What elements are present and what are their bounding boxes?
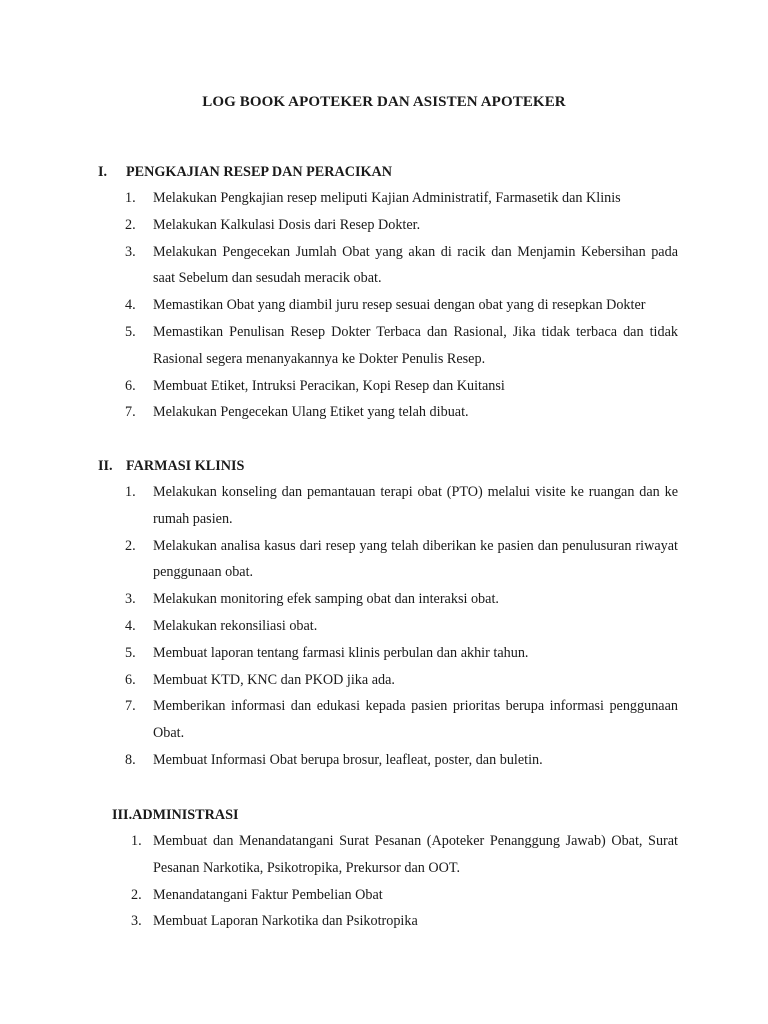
item-text: Melakukan analisa kasus dari resep yang telah diberikan ke pasien dan penulusuran riwayat penggunaan obat. (153, 537, 678, 581)
list-item (98, 319, 678, 373)
item-number: 1. (125, 484, 136, 500)
item-list (112, 828, 678, 935)
list-item (98, 640, 678, 667)
item-text: Membuat laporan tentang farmasi klinis perbulan dan akhir tahun. (153, 644, 529, 661)
item-list (98, 185, 678, 426)
list-item (98, 586, 678, 613)
list-item (98, 693, 678, 747)
section-pengkajian-resep (98, 159, 678, 426)
item-text: Menandatangani Faktur Pembelian Obat (153, 886, 383, 903)
item-number: 4. (125, 297, 136, 314)
list-item (112, 828, 678, 882)
item-number: 2. (131, 886, 142, 903)
section-number: I. (98, 164, 108, 180)
item-text: Melakukan monitoring efek samping obat dan interaksi obat. (153, 591, 499, 608)
item-number: 5. (125, 644, 136, 661)
list-item (98, 533, 678, 587)
item-number: 1. (131, 833, 142, 849)
list-item (98, 747, 678, 774)
item-text: Memastikan Penulisan Resep Dokter Terbaca dan Rasional, Jika tidak terbaca dan tidak Rasional segera menanyakannya ke Dokter Penulis Resep. (153, 323, 678, 367)
section-heading (112, 802, 678, 828)
item-text: Memastikan Obat yang diambil juru resep sesuai dengan obat yang di resepkan Dokter (153, 297, 646, 314)
item-number: 6. (125, 671, 136, 688)
item-number: 2. (125, 216, 136, 233)
item-number: 7. (125, 698, 136, 715)
item-text: Membuat Laporan Narkotika dan Psikotropika (153, 913, 418, 930)
item-text: Membuat KTD, KNC dan PKOD jika ada. (153, 671, 395, 688)
item-text: Membuat Informasi Obat berupa brosur, leafleat, poster, dan buletin. (153, 751, 543, 768)
list-item (98, 613, 678, 640)
item-text: Membuat dan Menandatangani Surat Pesanan (Apoteker Penanggung Jawab) Obat, Surat Pesanan Narkotika, Psikotropika, Prekursor dan OOT. (153, 833, 678, 876)
item-number: 5. (125, 323, 136, 340)
section-farmasi-klinis (98, 453, 678, 774)
item-text: Melakukan Pengecekan Ulang Etiket yang telah dibuat. (153, 404, 469, 421)
item-number: 4. (125, 617, 136, 634)
list-item (98, 185, 678, 212)
list-item (98, 292, 678, 319)
item-text: Memberikan informasi dan edukasi kepada pasien prioritas berupa informasi penggunaan Obat. (153, 698, 678, 742)
item-number: 1. (125, 190, 136, 206)
item-text: Melakukan Pengecekan Jumlah Obat yang akan di racik dan Menjamin Kebersihan pada saat Sebelum dan sesudah meracik obat. (153, 243, 678, 287)
section-title: PENGKAJIAN RESEP DAN PERACIKAN (126, 164, 393, 180)
list-item (112, 882, 678, 909)
list-item (98, 373, 678, 400)
page-title: LOG BOOK APOTEKER DAN ASISTEN APOTEKER (202, 94, 566, 110)
item-number: 2. (125, 537, 136, 554)
list-item (98, 212, 678, 239)
item-number: 6. (125, 377, 136, 394)
list-item (112, 908, 678, 935)
item-text: Melakukan konseling dan pemantauan terapi obat (PTO) melalui visite ke ruangan dan ke rumah pasien. (153, 484, 678, 527)
list-item (98, 667, 678, 694)
section-number: III. (112, 807, 133, 823)
item-number: 3. (131, 913, 142, 930)
section-heading (98, 159, 678, 185)
item-text: Melakukan rekonsiliasi obat. (153, 617, 318, 634)
item-number: 3. (125, 243, 136, 260)
item-number: 7. (125, 404, 136, 421)
list-item (98, 239, 678, 293)
list-item (98, 479, 678, 533)
list-item (98, 399, 678, 426)
item-text: Melakukan Pengkajian resep meliputi Kajian Administratif, Farmasetik dan Klinis (153, 190, 621, 206)
item-number: 8. (125, 751, 136, 768)
section-administrasi (112, 802, 678, 935)
item-list (98, 479, 678, 774)
section-title: FARMASI KLINIS (126, 458, 245, 474)
item-number: 3. (125, 591, 136, 608)
item-text: Membuat Etiket, Intruksi Peracikan, Kopi Resep dan Kuitansi (153, 377, 505, 394)
section-number: II. (98, 458, 113, 474)
section-title: ADMINISTRASI (132, 807, 239, 823)
section-heading (98, 453, 678, 479)
item-text: Melakukan Kalkulasi Dosis dari Resep Dokter. (153, 216, 421, 233)
